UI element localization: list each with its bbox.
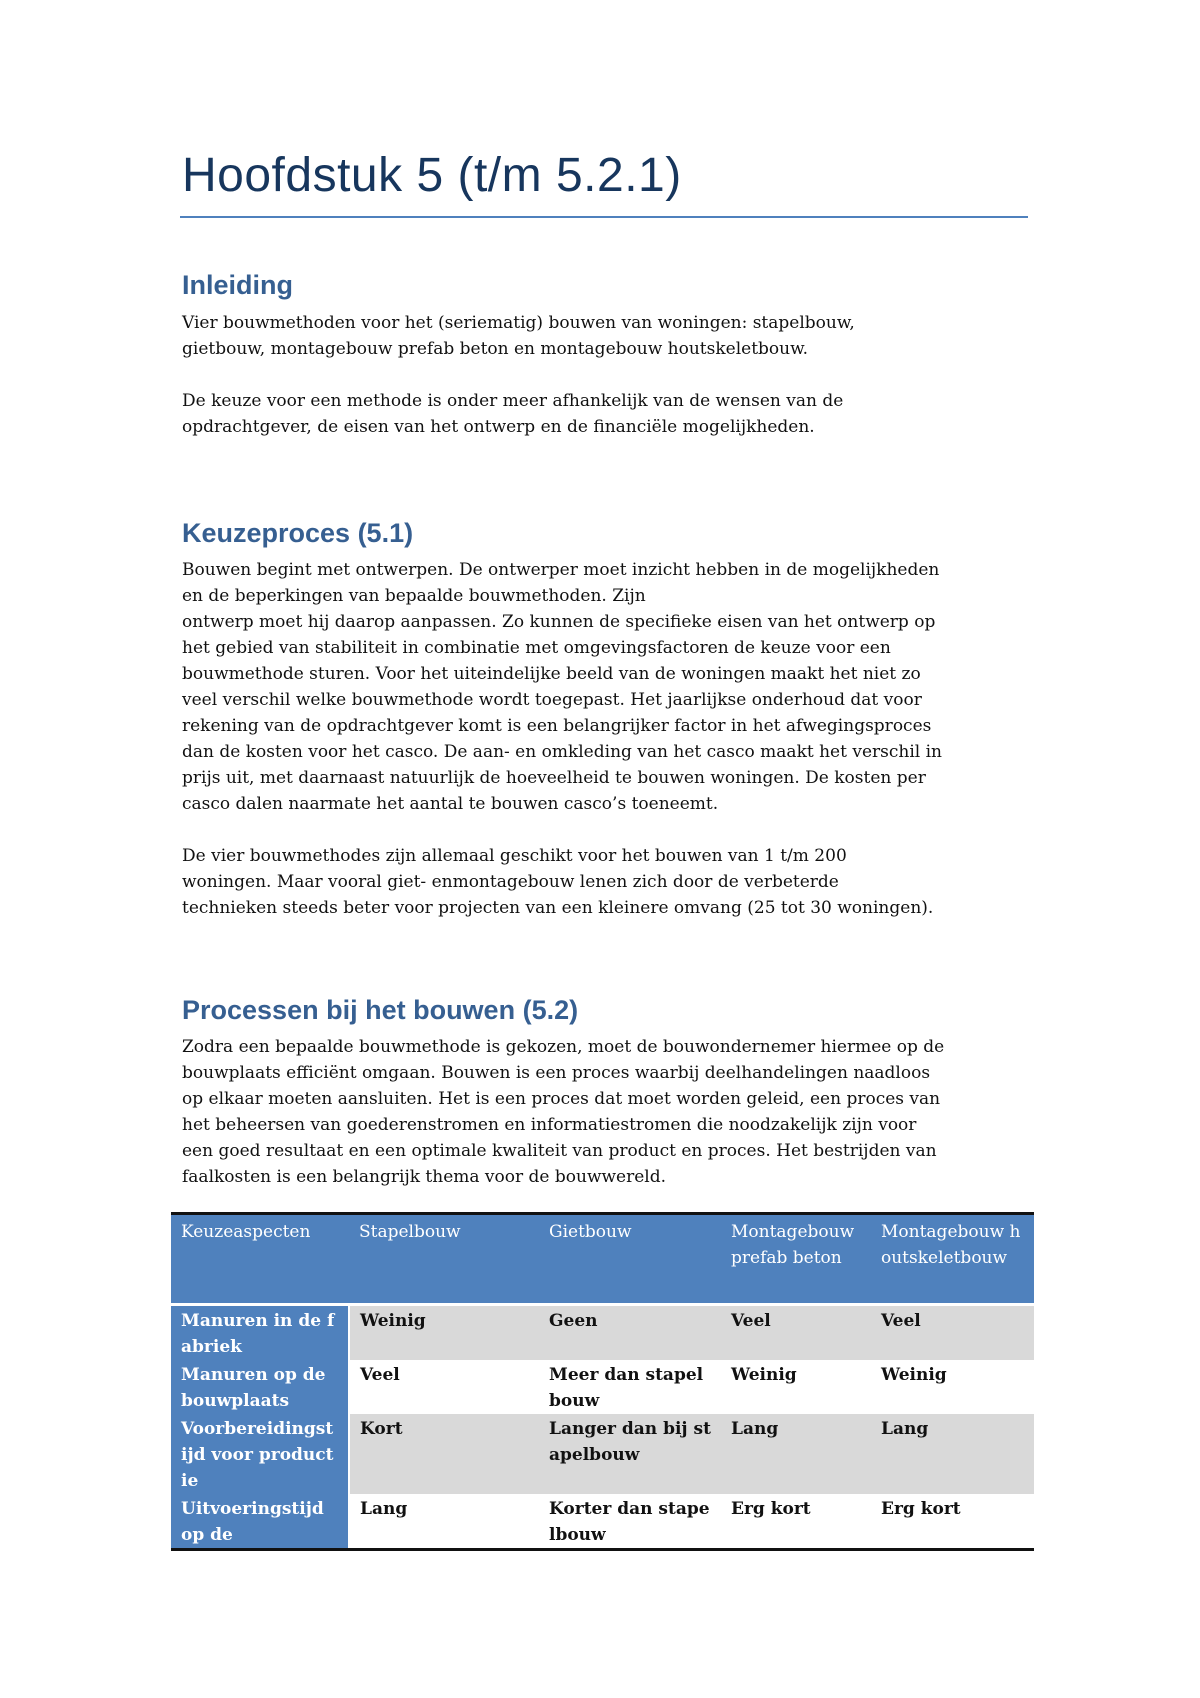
table-cell: Veel (349, 1360, 539, 1414)
table-header-cell: Montagebouw houtskeletbouw (871, 1214, 1034, 1305)
text-line: op elkaar moeten aansluiten. Het is een proces dat moet worden geleid, een proces van (182, 1089, 941, 1109)
text-line: Vier bouwmethoden voor het (seriematig) bouwen van woningen: stapelbouw, (182, 313, 855, 333)
table-row (171, 1494, 1034, 1550)
text-line: veel verschil welke bouwmethode wordt toegepast. Het jaarlijkse onderhoud dat voor (182, 690, 922, 710)
table-cell: Lang (349, 1494, 539, 1550)
text-line: prijs uit, met daarnaast natuurlijk de hoeveelheid te bouwen woningen. De kosten per (182, 768, 926, 788)
table-cell: Meer dan stapelbouw (539, 1360, 721, 1414)
text-line: casco dalen naarmate het aantal te bouwen casco’s toeneemt. (182, 794, 719, 814)
paragraph-processen-1 (182, 1034, 1032, 1190)
text-line: het beheersen van goederenstromen en informatiestromen die noodzakelijk zijn voor (182, 1115, 917, 1135)
text-line: gietbouw, montagebouw prefab beton en montagebouw houtskeletbouw. (182, 339, 809, 359)
text-line: Bouwen begint met ontwerpen. De ontwerper moet inzicht hebben in de mogelijkheden (182, 560, 940, 580)
table-cell: Weinig (349, 1305, 539, 1361)
text-line: technieken steeds beter voor projecten van een kleinere omvang (25 tot 30 woningen). (182, 898, 934, 918)
text-line: ontwerp moet hij daarop aanpassen. Zo kunnen de specifieke eisen van het ontwerp op (182, 612, 936, 632)
text-line: opdrachtgever, de eisen van het ontwerp en de financiële mogelijkheden. (182, 417, 815, 437)
paragraph-keuzeproces-1 (182, 557, 1032, 817)
document-title: Hoofdstuk 5 (t/m 5.2.1) (182, 149, 682, 202)
row-label: Manuren in de fabriek (171, 1305, 349, 1361)
text-line: bouwmethode sturen. Voor het uiteindelijke beeld van de woningen maakt het niet zo (182, 664, 921, 684)
table-cell: Erg kort (871, 1494, 1034, 1550)
table-header-row (171, 1214, 1034, 1305)
row-label: Manuren op de bouwplaats (171, 1360, 349, 1414)
table-header-cell: Montagebouw prefab beton (721, 1214, 871, 1305)
table-cell: Geen (539, 1305, 721, 1361)
text-line: dan de kosten voor het casco. De aan- en omkleding van het casco maakt het verschil in (182, 742, 942, 762)
table-header-cell: Stapelbouw (349, 1214, 539, 1305)
table-cell: Kort (349, 1414, 539, 1494)
table-cell: Langer dan bij stapelbouw (539, 1414, 721, 1494)
heading-inleiding: Inleiding (182, 270, 293, 300)
table-row (171, 1305, 1034, 1361)
table-cell: Erg kort (721, 1494, 871, 1550)
text-line: en de beperkingen van bepaalde bouwmethoden. Zijn (182, 586, 646, 606)
text-line: een goed resultaat en een optimale kwaliteit van product en proces. Het bestrijden van (182, 1141, 937, 1161)
table-cell: Lang (871, 1414, 1034, 1494)
table-row (171, 1360, 1034, 1414)
text-line: rekening van de opdrachtgever komt is een belangrijker factor in het afwegingsproces (182, 716, 932, 736)
table-cell: Korter dan stapelbouw (539, 1494, 721, 1550)
text-line: het gebied van stabiliteit in combinatie met omgevingsfactoren de keuze voor een (182, 638, 891, 658)
paragraph-keuzeproces-2 (182, 843, 1032, 921)
table-cell: Lang (721, 1414, 871, 1494)
heading-keuzeproces: Keuzeproces (5.1) (182, 518, 414, 548)
title-underline (180, 216, 1028, 218)
table-cell: Weinig (871, 1360, 1034, 1414)
paragraph-inleiding-1 (182, 310, 1032, 362)
paragraph-inleiding-2 (182, 388, 1032, 440)
table-row (171, 1414, 1034, 1494)
table-header-cell: Gietbouw (539, 1214, 721, 1305)
text-line: bouwplaats efficiënt omgaan. Bouwen is een proces waarbij deelhandelingen naadloos (182, 1063, 931, 1083)
heading-processen: Processen bij het bouwen (5.2) (182, 995, 579, 1025)
text-line: Zodra een bepaalde bouwmethode is gekozen, moet de bouwondernemer hiermee op de (182, 1037, 945, 1057)
table-cell: Veel (721, 1305, 871, 1361)
table-cell: Weinig (721, 1360, 871, 1414)
table-cell: Veel (871, 1305, 1034, 1361)
comparison-table (171, 1212, 1034, 1551)
row-label: Uitvoeringstijd op de (171, 1494, 349, 1550)
text-line: woningen. Maar vooral giet- enmontagebouw lenen zich door de verbeterde (182, 872, 839, 892)
text-line: De vier bouwmethodes zijn allemaal geschikt voor het bouwen van 1 t/m 200 (182, 846, 847, 866)
row-label: Voorbereidingstijd voor productie (171, 1414, 349, 1494)
text-line: faalkosten is een belangrijk thema voor de bouwwereld. (182, 1167, 667, 1187)
text-line: De keuze voor een methode is onder meer afhankelijk van de wensen van de (182, 391, 844, 411)
table-header-cell: Keuzeaspecten (171, 1214, 349, 1305)
